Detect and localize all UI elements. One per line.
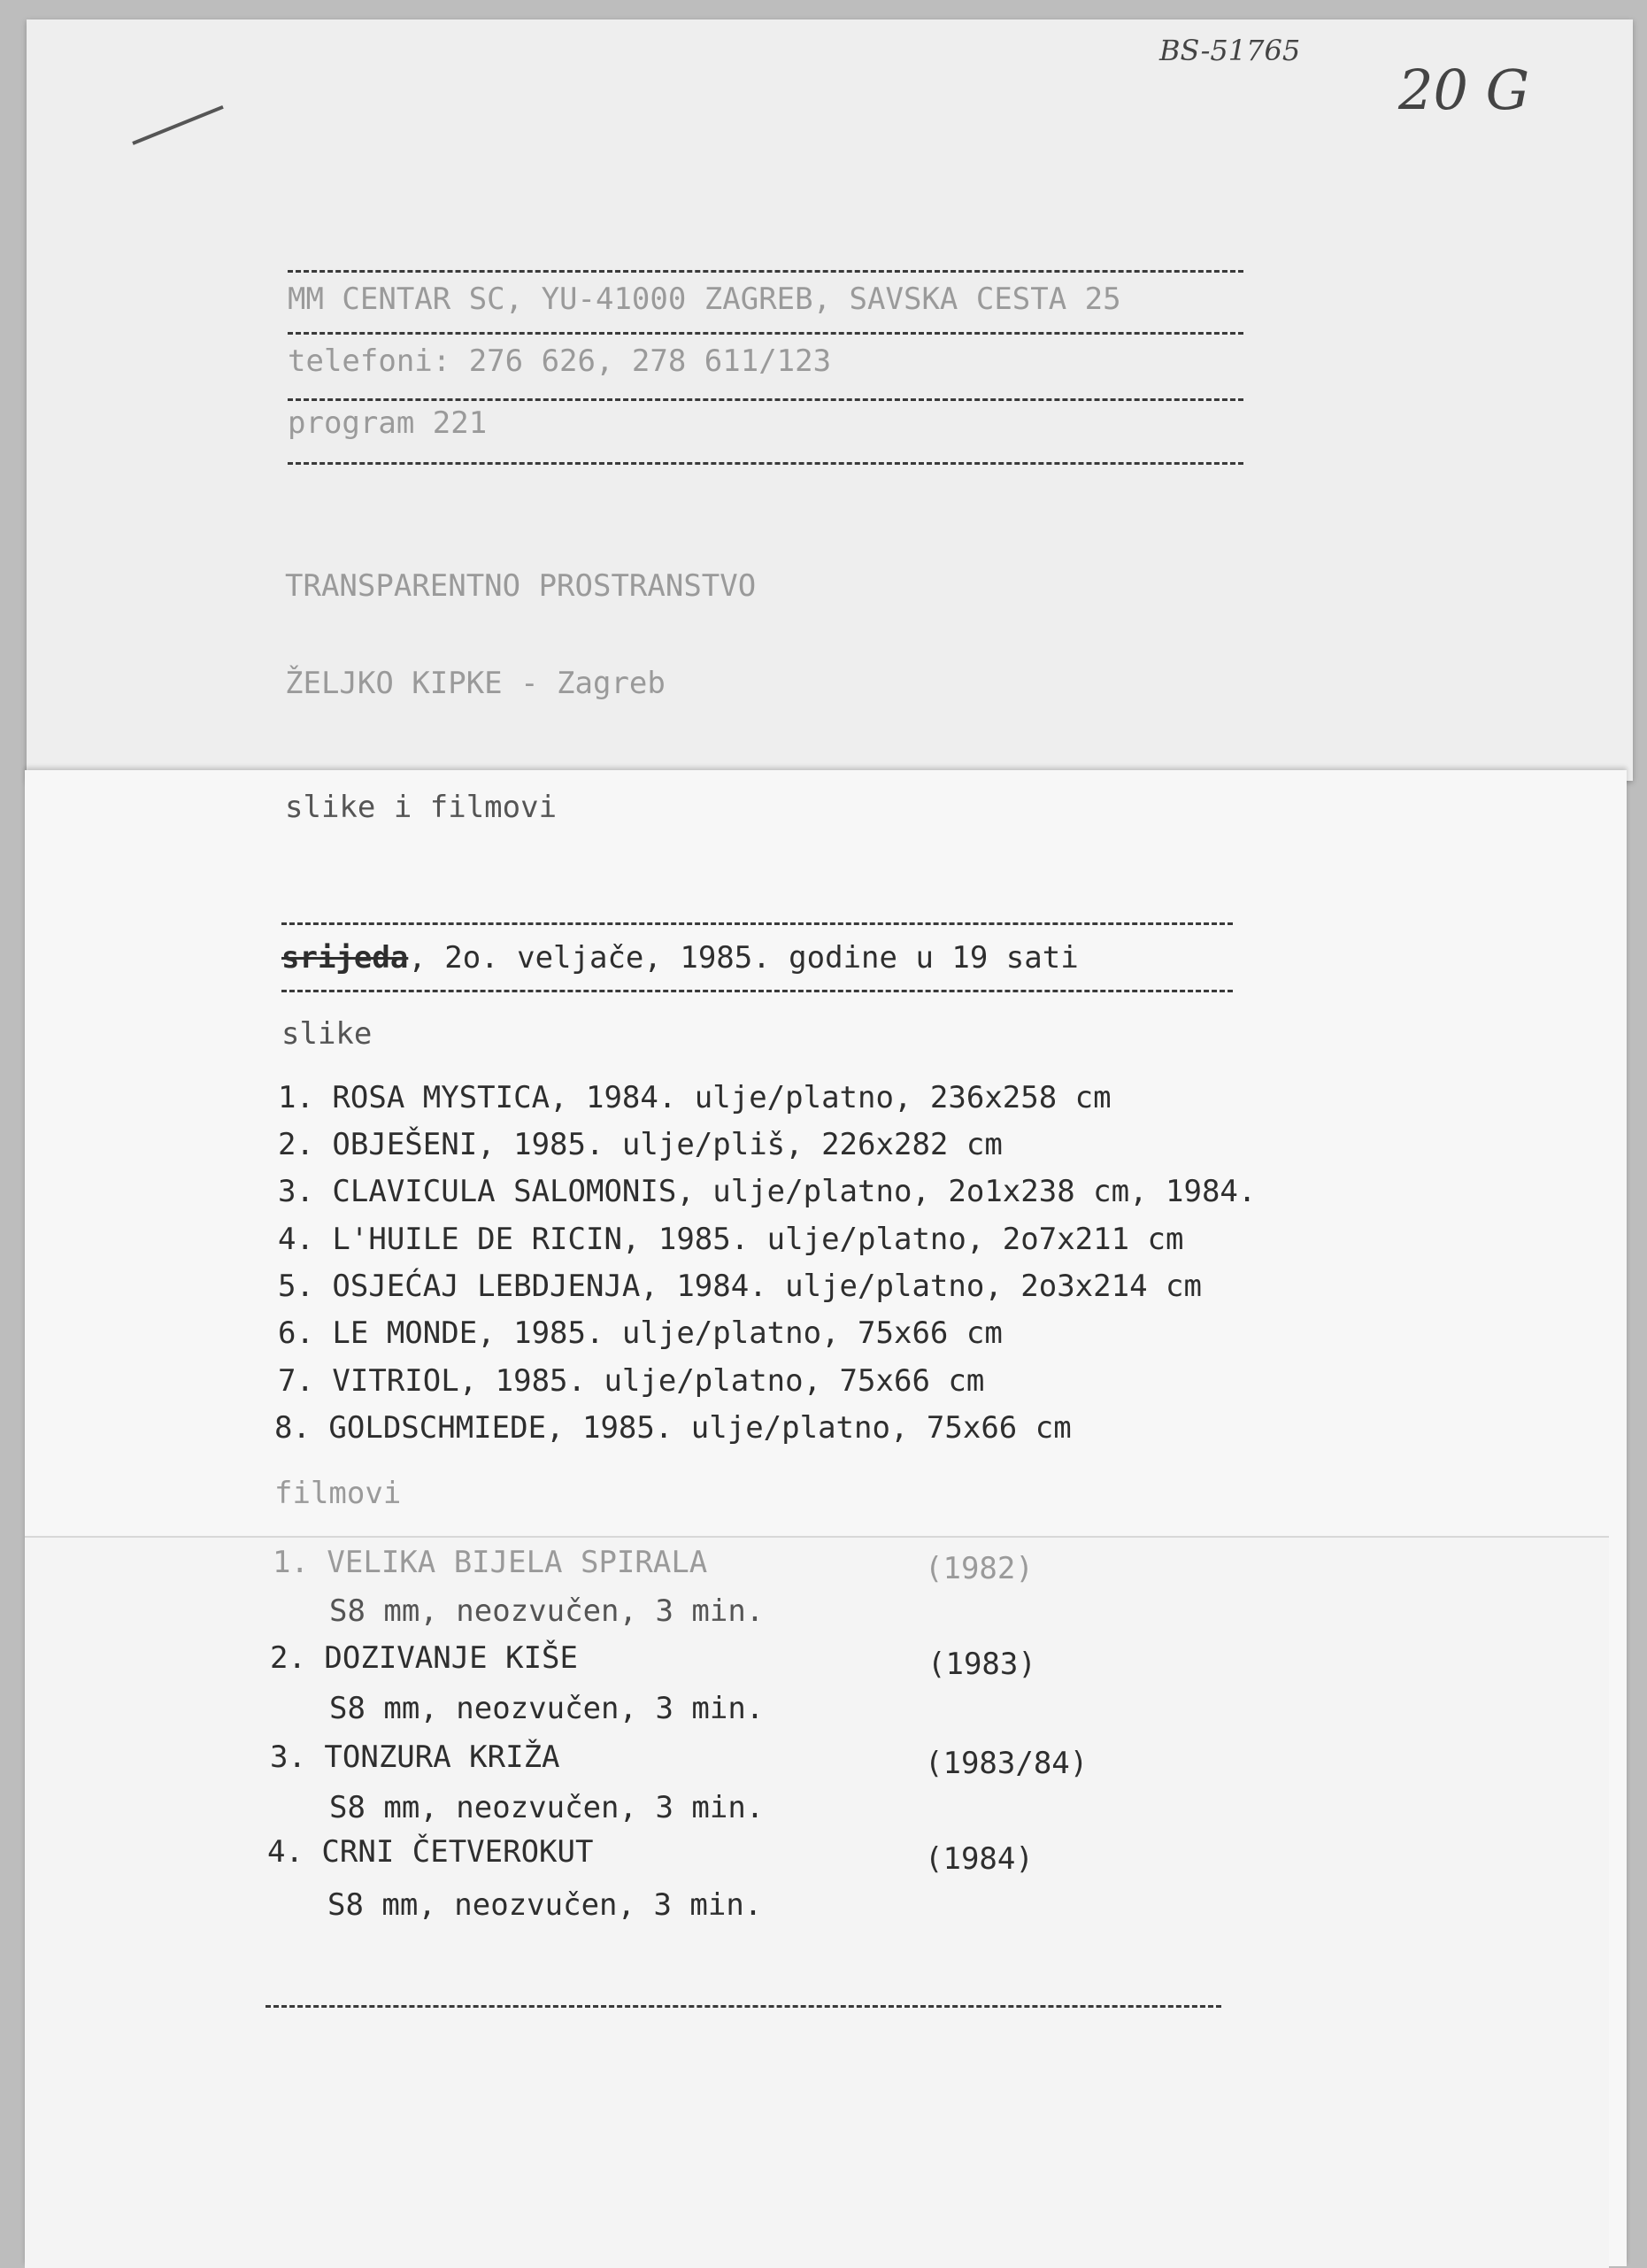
- date-line: [281, 940, 1079, 976]
- film-details: S8 mm, neozvučen, 3 min.: [327, 1887, 763, 1923]
- film-details: S8 mm, neozvučen, 3 min.: [329, 1790, 765, 1825]
- film-year: (1982): [925, 1551, 1034, 1586]
- painting-item: 4. L'HUILE DE RICIN, 1985. ulje/platno, 2o7x211 cm: [278, 1222, 1184, 1257]
- footer-rule: [266, 2005, 1221, 2008]
- paintings-heading: slike: [281, 1016, 373, 1052]
- date-day: srijeda: [281, 940, 409, 976]
- film-year: (1983): [927, 1647, 1036, 1682]
- film-title: 4. CRNI ČETVEROKUT: [267, 1834, 594, 1870]
- header-address: MM CENTAR SC, YU-41000 ZAGREB, SAVSKA CESTA 25: [288, 282, 1121, 317]
- header-rule-4: [288, 462, 1243, 465]
- lower-fold: [25, 1536, 1609, 2268]
- sheet-number: 20 G: [1398, 58, 1530, 122]
- header-phones: telefoni: 276 626, 278 611/123: [288, 343, 832, 379]
- header-rule-3: [288, 398, 1243, 401]
- films-heading: filmovi: [274, 1476, 402, 1511]
- film-title: 1. VELIKA BIJELA SPIRALA: [273, 1545, 708, 1580]
- header-program: program 221: [288, 405, 488, 441]
- painting-item: 3. CLAVICULA SALOMONIS, ulje/platno, 2o1x238 cm, 1984.: [278, 1174, 1257, 1209]
- date-rest: , 2o. veljače, 1985. godine u 19 sati: [408, 940, 1079, 976]
- film-title: 3. TONZURA KRIŽA: [270, 1740, 560, 1775]
- painting-item: 7. VITRIOL, 1985. ulje/platno, 75x66 cm: [278, 1363, 985, 1399]
- header-rule-1: [288, 270, 1243, 273]
- header-rule-2: [288, 332, 1243, 335]
- painting-item: 5. OSJEĆAJ LEBDJENJA, 1984. ulje/platno, 2o3x214 cm: [278, 1269, 1202, 1304]
- date-rule-top: [281, 922, 1233, 925]
- painting-item: 2. OBJEŠENI, 1985. ulje/pliš, 226x282 cm: [278, 1127, 1003, 1162]
- painting-item: 6. LE MONDE, 1985. ulje/platno, 75x66 cm: [278, 1315, 1003, 1351]
- film-title: 2. DOZIVANJE KIŠE: [270, 1640, 578, 1676]
- exhibition-subtitle: slike i filmovi: [285, 790, 558, 825]
- film-year: (1984): [925, 1841, 1034, 1877]
- film-year: (1983/84): [925, 1746, 1089, 1781]
- exhibition-artist: ŽELJKO KIPKE - Zagreb: [285, 666, 666, 701]
- painting-item: 8. GOLDSCHMIEDE, 1985. ulje/platno, 75x66 cm: [274, 1410, 1072, 1446]
- archive-code: BS-51765: [1159, 34, 1301, 67]
- film-details: S8 mm, neozvučen, 3 min.: [329, 1691, 765, 1726]
- date-rule-bottom: [281, 990, 1233, 992]
- painting-item: 1. ROSA MYSTICA, 1984. ulje/platno, 236x258 cm: [278, 1080, 1112, 1115]
- exhibition-title: TRANSPARENTNO PROSTRANSTVO: [285, 568, 757, 604]
- film-details: S8 mm, neozvučen, 3 min.: [329, 1593, 765, 1629]
